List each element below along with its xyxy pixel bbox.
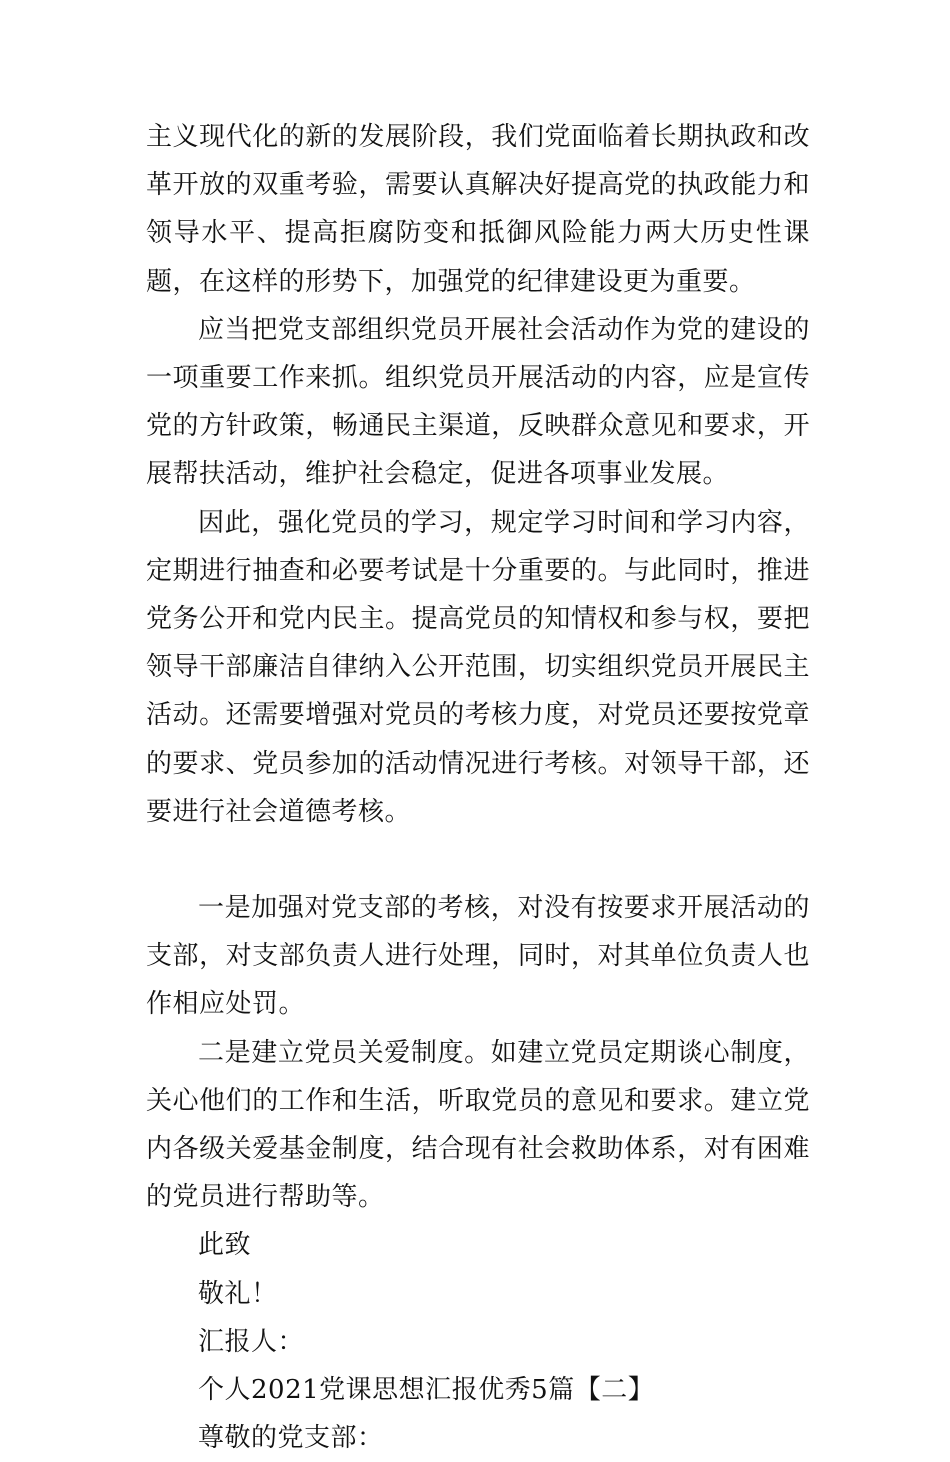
paragraph-point-two: 二是建立党员关爱制度。如建立党员定期谈心制度，关心他们的工作和生活，听取党员的意见和要求。建立党内各级关爱基金制度，结合现有社会救助体系，对有困难的党员进行帮助等。 [146, 1037, 810, 1213]
closing-salutation: 此致 [198, 1230, 252, 1261]
closing-regards: 敬礼！ [198, 1278, 278, 1309]
document-page [146, 113, 810, 1462]
paragraph-party-branch-activities: 应当把党支部组织党员开展社会活动作为党的建设的一项重要工作来抓。组织党员开展活动的内容，应是宣传党的方针政策，畅通民主渠道，反映群众意见和要求，开展帮扶活动，维护社会稳定，促进各项事业发展。 [146, 314, 810, 490]
paragraph-point-one: 一是加强对党支部的考核，对没有按要求开展活动的支部，对支部负责人进行处理，同时，对其单位负责人也作相应处罚。 [146, 893, 810, 1020]
next-section-title: 个人2021党课思想汇报优秀5篇【二】 [198, 1375, 655, 1406]
closing-reporter: 汇报人： [198, 1326, 305, 1357]
paragraph-member-study: 因此，强化党员的学习，规定学习时间和学习内容，定期进行抽查和必要考试是十分重要的。与此同时，推进党务公开和党内民主。提高党员的知情权和参与权，要把领导干部廉洁自律纳入公开范围，切实组织党员开展民主活动。还需要增强对党员的考核力度，对党员还要按党章的要求、党员参加的活动情况进行考核。对领导干部，还要进行社会道德考核。 [146, 507, 810, 827]
paragraph-gap [146, 836, 810, 884]
next-section-greeting: 尊敬的党支部： [198, 1423, 384, 1454]
paragraph-continued: 主义现代化的新的发展阶段，我们党面临着长期执政和改革开放的双重考验，需要认真解决好提高党的执政能力和领导水平、提高拒腐防变和抵御风险能力两大历史性课题，在这样的形势下，加强党的纪律建设更为重要。 [146, 122, 810, 297]
